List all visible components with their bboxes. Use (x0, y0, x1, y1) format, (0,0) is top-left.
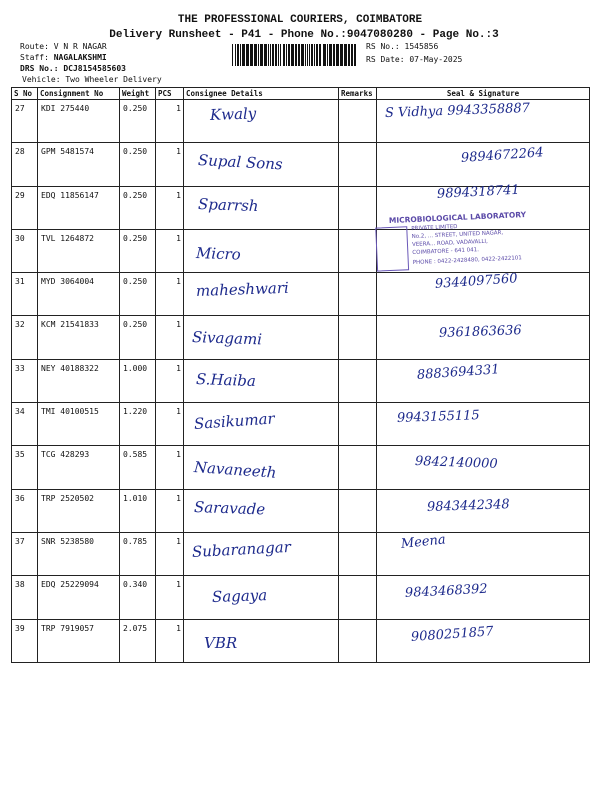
barcode-bar (305, 44, 306, 66)
consignee-handwriting: Sagaya (211, 586, 268, 607)
rs-no-value: 1545856 (404, 42, 439, 51)
cell-pcs: 1 (156, 489, 184, 532)
cell-consignee (184, 229, 339, 272)
cell-consignment-no: NEY 40188322 (38, 359, 120, 402)
seal-line-5: PHONE : 0422-2428480, 0422-2422101 (412, 255, 523, 267)
barcode-bar (316, 44, 318, 66)
cell-remarks (339, 273, 377, 316)
cell-pcs: 1 (156, 143, 184, 186)
barcode-bar (351, 44, 353, 66)
cell-pcs: 1 (156, 576, 184, 619)
runsheet-table (11, 87, 590, 663)
company-title: THE PROFESSIONAL COURIERS, COIMBATORE (177, 14, 423, 26)
cell-consignee (184, 359, 339, 402)
consignee-handwriting: S.Haiba (195, 369, 257, 390)
consignee-handwriting: Navaneeth (193, 458, 278, 483)
cell-signature (377, 359, 590, 402)
col-header-weight: Weight (120, 88, 156, 100)
barcode-bar (336, 44, 339, 66)
barcode-bar (348, 44, 350, 66)
barcode-bar (264, 44, 267, 66)
barcode-bar (278, 44, 279, 66)
cell-remarks (339, 532, 377, 575)
barcode-bar (240, 44, 241, 66)
cell-pcs: 1 (156, 229, 184, 272)
barcode-bar (323, 44, 326, 66)
cell-sno: 37 (12, 532, 38, 575)
cell-consignee (184, 532, 339, 575)
cell-sno: 33 (12, 359, 38, 402)
runsheet-subtitle: Delivery Runsheet - P41 - Phone No.:9047080280 - Page No.:3 (109, 29, 499, 41)
signature-handwriting: Meena (400, 532, 447, 552)
cell-sno: 28 (12, 143, 38, 186)
signature-handwriting: 9943155115 (396, 408, 480, 427)
signature-handwriting: S Vidhya 9943358887 (384, 100, 531, 121)
cell-pcs: 1 (156, 273, 184, 316)
table-row (12, 619, 590, 662)
barcode-bar (260, 44, 263, 66)
barcode-bar (246, 44, 249, 66)
rs-date-value: 07-May-2025 (409, 55, 463, 64)
barcode-bar (288, 44, 290, 66)
vehicle-line (22, 75, 162, 84)
vehicle-label: Vehicle: (22, 75, 61, 84)
cell-sno: 31 (12, 273, 38, 316)
cell-signature (377, 143, 590, 186)
cell-pcs: 1 (156, 532, 184, 575)
signature-handwriting: 8883694331 (416, 362, 501, 383)
cell-weight: 0.250 (120, 100, 156, 143)
barcode-bar (275, 44, 277, 66)
cell-sno: 35 (12, 446, 38, 489)
col-header-remarks: Remarks (339, 88, 377, 100)
barcode-bar (329, 44, 332, 66)
cell-weight: 0.250 (120, 229, 156, 272)
seal-emblem (375, 226, 409, 271)
col-header-consignee: Consignee Details (184, 88, 339, 100)
barcode-bar (309, 44, 310, 66)
cell-pcs: 1 (156, 359, 184, 402)
cell-consignee (184, 273, 339, 316)
consignee-handwriting: Sivagami (191, 328, 263, 349)
table-row (12, 100, 590, 143)
cell-sno: 27 (12, 100, 38, 143)
signature-handwriting: 9842140000 (414, 454, 498, 473)
cell-remarks (339, 186, 377, 229)
consignee-handwriting: Saravade (193, 497, 266, 519)
cell-remarks (339, 229, 377, 272)
consignee-handwriting: Kwaly (209, 104, 257, 124)
cell-consignment-no: KCM 21541833 (38, 316, 120, 359)
cell-signature (377, 489, 590, 532)
signature-handwriting: 9894318741 (436, 182, 520, 202)
barcode-bar (333, 44, 335, 66)
cell-signature (377, 619, 590, 662)
barcode-bar (307, 44, 308, 66)
cell-weight: 0.250 (120, 273, 156, 316)
cell-consignee (184, 403, 339, 446)
barcode-bar (268, 44, 269, 66)
barcode-bar (311, 44, 313, 66)
barcode-bar (254, 44, 257, 66)
cell-signature (377, 403, 590, 446)
barcode-bar (295, 44, 297, 66)
vehicle-value: Two Wheeler Delivery (65, 75, 162, 84)
laboratory-seal-stamp (375, 208, 589, 277)
cell-consignee (184, 446, 339, 489)
route-line (20, 42, 107, 51)
cell-pcs: 1 (156, 100, 184, 143)
cell-consignee (184, 316, 339, 359)
cell-sno: 29 (12, 186, 38, 229)
table-row (12, 316, 590, 359)
cell-consignment-no: TCG 428293 (38, 446, 120, 489)
seal-line-2: No.2, ... STREET, UNITED NAGAR, (411, 230, 504, 241)
barcode-image (232, 44, 356, 66)
col-header-pcs: PCS (156, 88, 184, 100)
staff-label: Staff: (20, 53, 49, 62)
consignee-handwriting: maheshwari (195, 278, 290, 301)
cell-weight: 2.075 (120, 619, 156, 662)
cell-pcs: 1 (156, 186, 184, 229)
cell-pcs: 1 (156, 403, 184, 446)
barcode-bar (286, 44, 287, 66)
cell-signature (377, 316, 590, 359)
consignee-handwriting: Subaranagar (191, 537, 292, 561)
cell-weight: 1.010 (120, 489, 156, 532)
cell-consignee (184, 186, 339, 229)
cell-sno: 39 (12, 619, 38, 662)
cell-consignee (184, 489, 339, 532)
cell-sno: 36 (12, 489, 38, 532)
table-row (12, 532, 590, 575)
cell-sno: 32 (12, 316, 38, 359)
cell-consignee (184, 100, 339, 143)
consignee-handwriting: Supal Sons (197, 151, 284, 174)
staff-value: NAGALAKSHMI (53, 53, 107, 62)
barcode-bar (250, 44, 253, 66)
drs-value: DCJ8154585603 (63, 64, 126, 73)
cell-weight: 0.250 (120, 143, 156, 186)
cell-signature (377, 576, 590, 619)
barcode-bar (237, 44, 239, 66)
cell-pcs: 1 (156, 446, 184, 489)
table-row (12, 576, 590, 619)
route-label: Route: (20, 42, 49, 51)
barcode-bar (235, 44, 236, 66)
rs-date-label: RS Date: (366, 55, 405, 64)
barcode-bar (272, 44, 274, 66)
cell-signature (377, 273, 590, 316)
col-header-consignment: Consignment No (38, 88, 120, 100)
barcode-bar (270, 44, 271, 66)
cell-pcs: 1 (156, 619, 184, 662)
cell-remarks (339, 359, 377, 402)
cell-sno: 30 (12, 229, 38, 272)
cell-consignment-no: TRP 7919057 (38, 619, 120, 662)
cell-weight: 0.785 (120, 532, 156, 575)
cell-consignment-no: EDQ 25229094 (38, 576, 120, 619)
barcode-bar (314, 44, 315, 66)
cell-signature (377, 446, 590, 489)
signature-handwriting: 9361863636 (438, 323, 522, 342)
cell-consignee (184, 143, 339, 186)
table-row (12, 273, 590, 316)
barcode-bar (354, 44, 356, 66)
cell-consignment-no: TRP 2520502 (38, 489, 120, 532)
cell-signature (377, 532, 590, 575)
consignee-handwriting: Micro (195, 243, 242, 264)
barcode-bar (242, 44, 245, 66)
cell-sno: 34 (12, 403, 38, 446)
cell-sno: 38 (12, 576, 38, 619)
seal-title: MICROBIOLOGICAL LABORATORY (388, 210, 527, 226)
barcode-bar (340, 44, 343, 66)
cell-weight: 1.000 (120, 359, 156, 402)
seal-line-3: VEERA... ROAD, VADAVALLI, (411, 238, 489, 249)
seal-line-1: PRIVATE LIMITED (411, 224, 458, 233)
barcode-bar (280, 44, 281, 66)
cell-consignment-no: MYD 3064004 (38, 273, 120, 316)
barcode-bar (319, 44, 321, 66)
cell-remarks (339, 619, 377, 662)
rs-no-line (366, 42, 438, 51)
cell-consignment-no: EDQ 11856147 (38, 186, 120, 229)
barcode-bar (301, 44, 304, 66)
table-row (12, 489, 590, 532)
cell-remarks (339, 316, 377, 359)
barcode-bar (344, 44, 347, 66)
cell-remarks (339, 489, 377, 532)
barcode-bar (232, 44, 233, 66)
barcode-bar (298, 44, 300, 66)
cell-consignment-no: KDI 275440 (38, 100, 120, 143)
table-row (12, 403, 590, 446)
cell-weight: 0.340 (120, 576, 156, 619)
drs-line (20, 64, 126, 73)
table-row (12, 359, 590, 402)
drs-label: DRS No.: (20, 64, 59, 73)
rs-no-label: RS No.: (366, 42, 400, 51)
cell-consignment-no: TMI 40100515 (38, 403, 120, 446)
barcode-bar (291, 44, 294, 66)
cell-remarks (339, 403, 377, 446)
route-value: V N R NAGAR (53, 42, 107, 51)
cell-consignment-no: SNR 5238580 (38, 532, 120, 575)
seal-line-4: COIMBATORE - 641 041. (412, 247, 480, 257)
cell-consignment-no: TVL 1264872 (38, 229, 120, 272)
barcode-bar (258, 44, 259, 66)
consignee-handwriting: Sparrsh (197, 194, 259, 215)
cell-signature (377, 100, 590, 143)
barcode-bar (327, 44, 328, 66)
cell-consignee (184, 576, 339, 619)
signature-handwriting: 9080251857 (410, 623, 495, 645)
staff-line (20, 53, 107, 62)
barcode-bar (283, 44, 285, 66)
col-header-signature: Seal & Signature (377, 88, 590, 100)
consignee-handwriting: VBR (204, 633, 238, 652)
cell-weight: 0.250 (120, 316, 156, 359)
cell-remarks (339, 100, 377, 143)
col-header-sno: S No (12, 88, 38, 100)
cell-weight: 0.250 (120, 186, 156, 229)
table-row (12, 143, 590, 186)
signature-handwriting: 9843468392 (404, 581, 488, 602)
cell-weight: 0.585 (120, 446, 156, 489)
table-row (12, 446, 590, 489)
cell-consignment-no: GPM 5481574 (38, 143, 120, 186)
cell-remarks (339, 143, 377, 186)
signature-handwriting: 9344097560 (434, 271, 519, 293)
table-header-row (12, 88, 590, 100)
rs-date-line (366, 55, 462, 64)
consignee-handwriting: Sasikumar (193, 409, 276, 434)
signature-handwriting: 9843442348 (426, 496, 510, 515)
cell-consignee (184, 619, 339, 662)
signature-handwriting: 9894672264 (460, 145, 545, 167)
cell-pcs: 1 (156, 316, 184, 359)
cell-remarks (339, 576, 377, 619)
cell-remarks (339, 446, 377, 489)
cell-weight: 1.220 (120, 403, 156, 446)
